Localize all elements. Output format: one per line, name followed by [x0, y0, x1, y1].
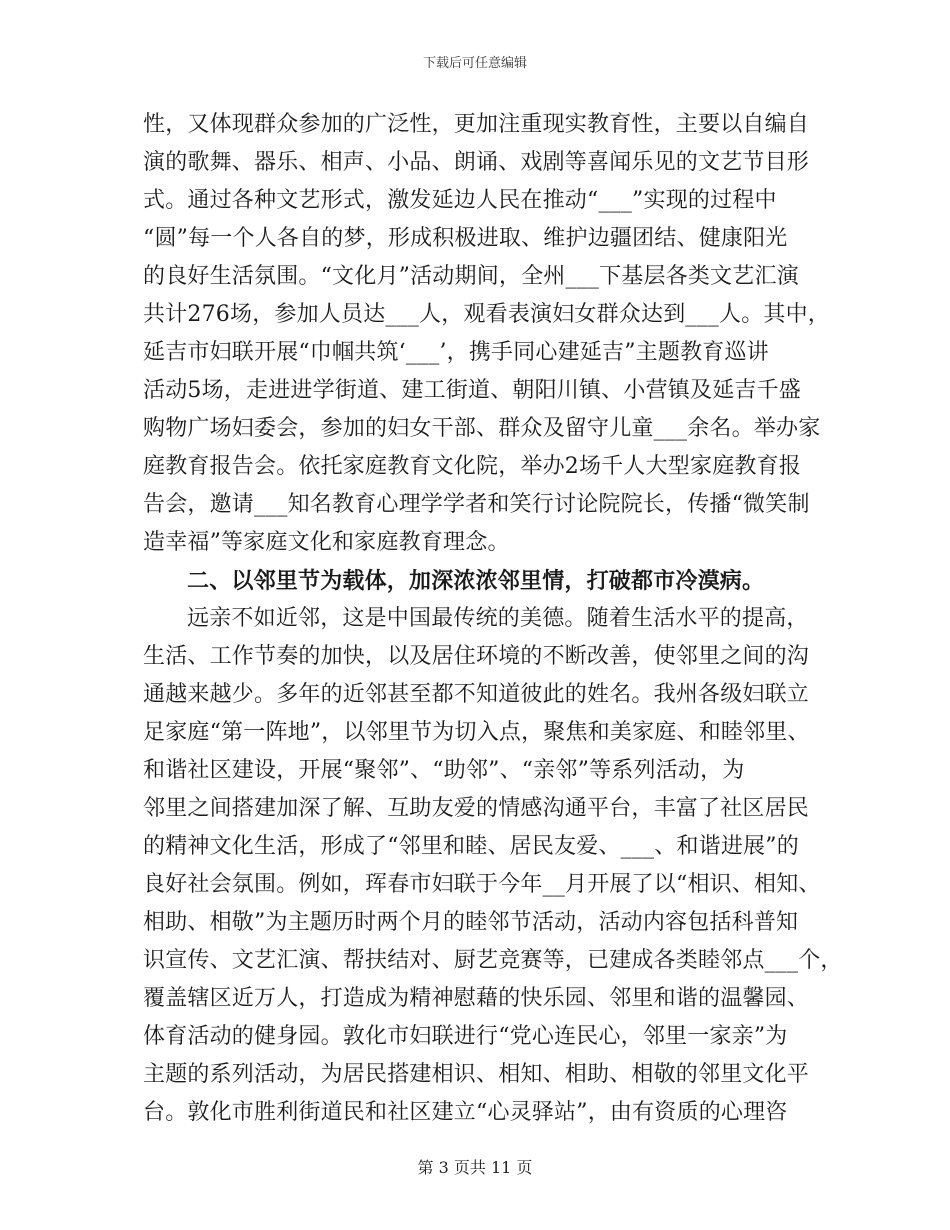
text-line: “圆”每一个人各自的梦，形成积极进取、维护边疆团结、健康阳光 — [143, 226, 788, 251]
document-body — [143, 106, 843, 1132]
section-heading: 二、以邻里节为载体，加深浓浓邻里情，打破都市冷漠病。 — [187, 568, 765, 594]
text-line: 延吉市妇联开展“巾帼共筑‘___’，携手同心建延吉”主题教育巡讲 — [143, 340, 769, 365]
text-line: 体育活动的健身园。敦化市妇联进行“党心连民心，邻里一家亲”为 — [143, 1024, 788, 1049]
text-line: 的良好生活氛围。“文化月”活动期间，全州___下基层各类文艺汇演 — [143, 264, 799, 289]
text-line: 生活、工作节奏的加快，以及居住环境的不断改善，使邻里之间的沟 — [143, 644, 810, 669]
text-line: 主题的系列活动，为居民搭建相识、相知、相助、相敬的邻里文化平 — [143, 1062, 810, 1087]
text-line: 远亲不如近邻，这是中国最传统的美德。随着生活水平的提高， — [187, 606, 809, 631]
text-line: 告会，邀请___知名教育心理学学者和笑行讨论院院长，传播“微笑制 — [143, 492, 810, 517]
text-line: 通越来越少。多年的近邻甚至都不知道彼此的姓名。我州各级妇联立 — [143, 682, 810, 707]
text-line: 活动5场，走进进学街道、建工街道、朝阳川镇、小营镇及延吉千盛 — [143, 378, 801, 403]
text-line: 式。通过各种文艺形式，激发延边人民在推动“___”实现的过程中 — [143, 188, 777, 213]
text-line: 和谐社区建设，开展“聚邻”、“助邻”、“亲邻”等系列活动，为 — [143, 758, 745, 783]
page-header: 下载后可任意编辑 — [422, 56, 527, 71]
text-line: 演的歌舞、器乐、相声、小品、朗诵、戏剧等喜闻乐见的文艺节目形 — [143, 150, 810, 175]
text-line: 造幸福”等家庭文化和家庭教育理念。 — [143, 530, 510, 555]
text-line: 邻里之间搭建加深了解、互助友爱的情感沟通平台，丰富了社区居民 — [143, 796, 810, 821]
text-line: 庭教育报告会。依托家庭教育文化院，举办2场千人大型家庭教育报 — [143, 454, 801, 479]
text-line: 足家庭“第一阵地”，以邻里节为切入点，聚焦和美家庭、和睦邻里、 — [143, 720, 810, 745]
text-line: 性，又体现群众参加的广泛性，更加注重现实教育性，主要以自编自 — [143, 112, 810, 137]
text-line: 购物广场妇委会，参加的妇女干部、群众及留守儿童___余名。举办家 — [143, 416, 821, 441]
page-footer: 第 3 页共 11 页 — [417, 1158, 533, 1177]
text-line: 台。敦化市胜利街道民和社区建立“心灵驿站”，由有资质的心理咨 — [143, 1100, 788, 1125]
text-line: 相助、相敬”为主题历时两个月的睦邻节活动，活动内容包括科普知 — [143, 910, 799, 935]
text-line: 的精神文化生活，形成了“邻里和睦、居民友爱、___、和谐进展”的 — [143, 834, 799, 859]
text-line: 识宣传、文艺汇演、帮扶结对、厨艺竞赛等，已建成各类睦邻点___个， — [143, 948, 843, 973]
text-line: 良好社会氛围。例如，珲春市妇联于今年__月开展了以“相识、相知、 — [143, 872, 821, 897]
text-line: 覆盖辖区近万人，打造成为精神慰藉的快乐园、邻里和谐的温馨园、 — [143, 986, 810, 1011]
text-line: 共计276场，参加人员达___人，观看表演妇女群众达到___人。其中， — [143, 302, 830, 327]
